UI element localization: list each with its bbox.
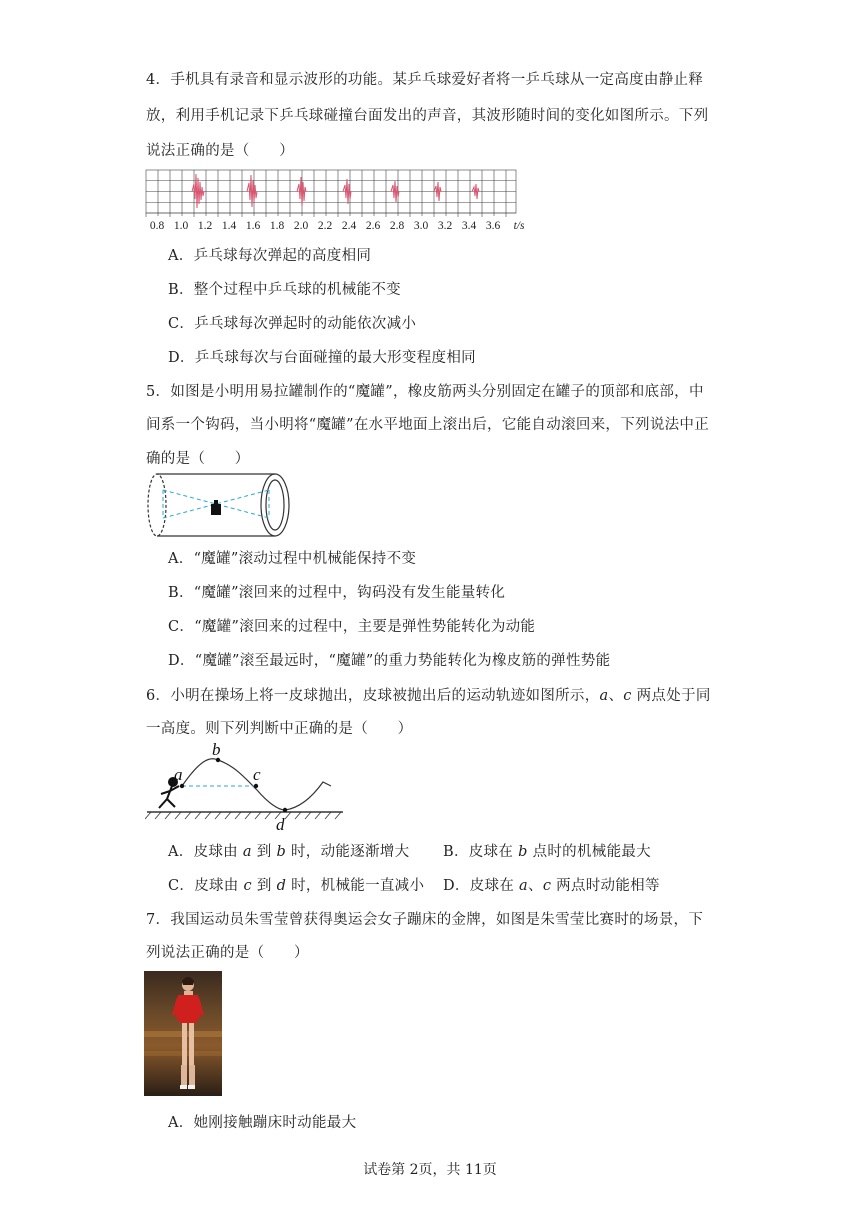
q5-stem-line-1: 5．如图是小明用易拉罐制作的“魔罐”，橡皮筋两头分别固定在罐子的顶部和底部，中 — [146, 384, 704, 400]
page-footer: 试卷第 2页，共 11页 — [363, 1162, 497, 1178]
axis-unit-label: t/s — [513, 220, 525, 232]
ball-trajectory-figure — [145, 738, 345, 837]
q6-option-b[interactable]: B．皮球在 b 点时的机械能最大 — [443, 844, 651, 860]
waveform-bursts — [192, 174, 479, 208]
can-front-rim — [261, 474, 289, 536]
q6-option-c[interactable]: C．皮球由 c 到 d 时，机械能一直减小 — [168, 878, 425, 894]
q7-stem-line-1: 7．我国运动员朱雪莹曾获得奥运会女子蹦床的金牌，如图是朱雪莹比赛时的场景，下 — [146, 912, 704, 928]
q5-option-c[interactable]: C．“魔罐”滚回来的过程中，主要是弹性势能转化为动能 — [168, 619, 536, 635]
point-label-c: c — [253, 765, 261, 784]
q4-stem-line-2: 放，利用手机记录下乒乓球碰撞台面发出的声音，其波形随时间的变化如图所示。下列 — [146, 108, 709, 124]
q4-option-c[interactable]: C．乒乓球每次弹起时的动能依次减小 — [168, 316, 417, 332]
point-label-b: b — [212, 740, 221, 759]
q4-stem-line-1: 4．手机具有录音和显示波形的功能。某乒乓球爱好者将一乒乓球从一定高度由静止释 — [146, 72, 704, 88]
q7-option-a[interactable]: A．她刚接触蹦床时动能最大 — [168, 1115, 357, 1131]
q5-option-d[interactable]: D．“魔罐”滚至最远时，“魔罐”的重力势能转化为橡皮筋的弹性势能 — [168, 653, 611, 669]
q6-stem-line-1: 6．小明在操场上将一皮球抛出，皮球被抛出后的运动轨迹如图所示，a、c 两点处于同 — [146, 688, 711, 704]
q5-option-a[interactable]: A．“魔罐”滚动过程中机械能保持不变 — [168, 551, 417, 567]
tick-label: 3.4 — [461, 220, 477, 232]
trampoline-athlete-photo — [144, 971, 222, 1096]
q7-stem-line-2: 列说法正确的是（ ） — [146, 945, 309, 961]
tick-label: 2.4 — [341, 220, 357, 232]
q4-option-b[interactable]: B．整个过程中乒乓球的机械能不变 — [168, 282, 401, 298]
tick-label: 2.6 — [365, 220, 381, 232]
time-axis — [146, 213, 516, 217]
q5-stem-line-3: 确的是（ ） — [146, 451, 250, 467]
q5-stem-line-2: 间系一个钩码，当小明将“魔罐”在水平地面上滚出后，它能自动滚回来，下列说法中正 — [146, 417, 710, 433]
q4-stem-line-3: 说法正确的是（ ） — [146, 143, 294, 159]
tick-label: 2.0 — [293, 220, 309, 232]
magic-can-figure — [145, 470, 295, 544]
q5-option-b[interactable]: B．“魔罐”滚回来的过程中，钩码没有发生能量转化 — [168, 585, 506, 601]
point-label-d: d — [276, 815, 285, 833]
ground-hatch — [145, 812, 341, 819]
q6-option-d[interactable]: D．皮球在 a、c 两点时动能相等 — [443, 878, 660, 894]
tick-label: 3.6 — [485, 220, 501, 232]
tick-label: 1.0 — [173, 220, 189, 232]
q4-option-a[interactable]: A．乒乓球每次弹起的高度相同 — [168, 248, 372, 264]
tick-label: 1.4 — [221, 220, 237, 232]
tick-label: 2.2 — [317, 220, 333, 232]
tick-label: 1.2 — [197, 220, 213, 232]
q6-option-a[interactable]: A．皮球由 a 到 b 时，动能逐渐增大 — [168, 844, 410, 860]
sound-waveform-figure — [144, 168, 534, 236]
point-label-a: a — [174, 765, 183, 784]
tick-label: 3.0 — [413, 220, 429, 232]
q4-option-d[interactable]: D．乒乓球每次与台面碰撞的最大形变程度相同 — [168, 350, 476, 366]
tick-label: 0.8 — [149, 220, 165, 232]
tick-label: 1.6 — [245, 220, 261, 232]
tick-label: 2.8 — [389, 220, 405, 232]
tick-label: 1.8 — [269, 220, 285, 232]
hook-weight — [211, 500, 221, 515]
tick-label: 3.2 — [437, 220, 453, 232]
q6-stem-line-2: 一高度。则下列判断中正确的是（ ） — [146, 721, 413, 737]
